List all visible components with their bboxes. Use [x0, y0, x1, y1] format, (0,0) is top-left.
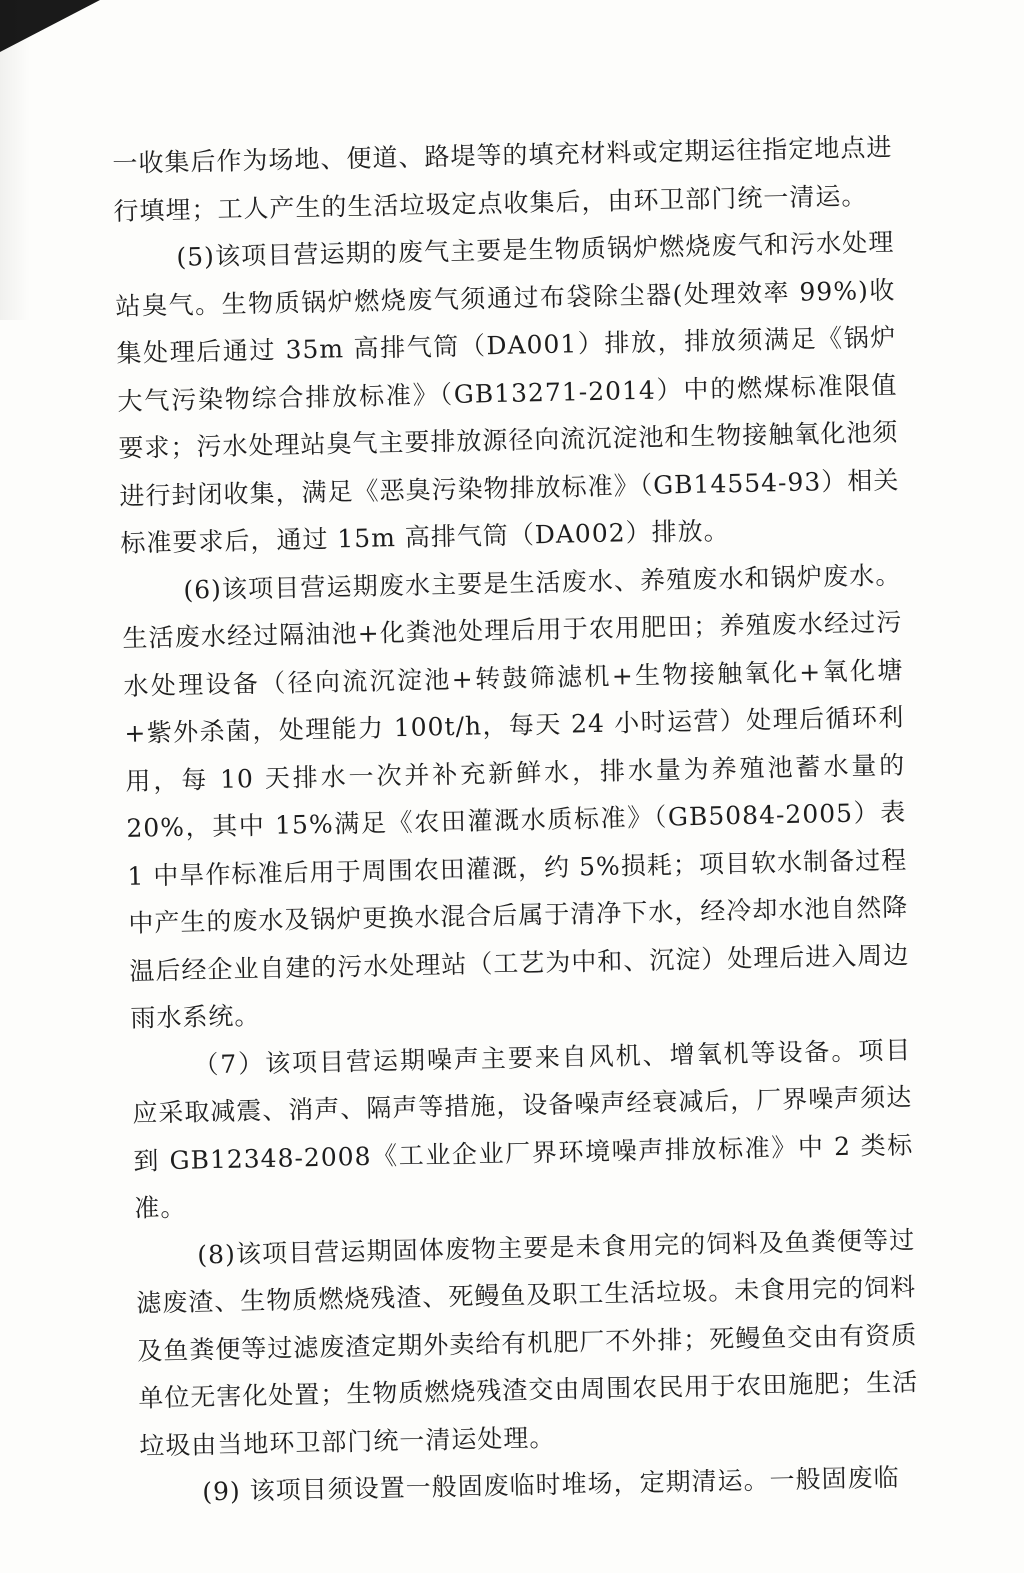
paragraph-item-7: （7）该项目营运期噪声主要来自风机、增氧机等设备。项目应采取减震、消声、隔声等措施，设备噪声经衰减后，厂界噪声须达到 GB12348-2008《工业企业厂界环境噪声排放标准》中 2 类标准。 [132, 1034, 914, 1223]
paragraph-continuation: 一收集后作为场地、便道、路堤等的填充材料或定期运往指定地点进行填埋；工人产生的生活垃圾定点收集后，由环卫部门统一清运。 [112, 132, 893, 226]
paragraph-item-9: (9) 该项目须设置一般固废临时堆场，定期清运。一般固废临 [202, 1462, 900, 1507]
paragraph-item-8: (8)该项目营运期固体废物主要是未食用完的饲料及鱼粪便等过滤废渣、生物质燃烧残渣、死鳗鱼及职工生活垃圾。未食用完的饲料及鱼粪便等过滤废渣定期外卖给有机肥厂不外排；死鳗鱼交由有资质单位无害化处置；生物质燃烧残渣交由周围农民用于农田施肥；生活垃圾由当地环卫部门统一清运处理。 [136, 1224, 919, 1461]
scan-edge-shadow [0, 0, 30, 320]
paragraph-item-5: (5)该项目营运期的废气主要是生物质锅炉燃烧废气和污水处理站臭气。生物质锅炉燃烧废气须通过布袋除尘器(处理效率 99%)收集处理后通过 35m 高排气筒（DA001）排放，排放须满足《锅炉大气污染物综合排放标准》（GB13271-2014）中的燃煤标准限值要求；污水处理站臭气主要排放源径向流沉淀池和生物接触氧化池须进行封闭收集，满足《恶臭污染物排放标准》（GB14554-93）相关标准要求后，通过 15m 高排气筒（DA002）排放。 [115, 227, 900, 558]
paragraph-item-6: (6)该项目营运期废水主要是生活废水、养殖废水和锅炉废水。生活废水经过隔油池+化粪池处理后用于农用肥田；养殖废水经过污水处理设备（径向流沉淀池+转鼓筛滤机+生物接触氧化+氧化塘+紫外杀菌，处理能力 100t/h，每天 24 小时运营）处理后循环利用，每 10 天排水一次并补充新鲜水，排水量为养殖池蓄水量的 20%，其中 15%满足《农田灌溉水质标准》（GB5084-2005）表 1 中旱作标准后用于周围农田灌溉，约 5%损耗；项目软水制备过程中产生的废水及锅炉更换水混合后属于清净下水，经冷却水池自然降温后经企业自建的污水处理站（工艺为中和、沉淀）处理后进入周边雨水系统。 [122, 560, 910, 1033]
document-body [112, 124, 921, 1518]
